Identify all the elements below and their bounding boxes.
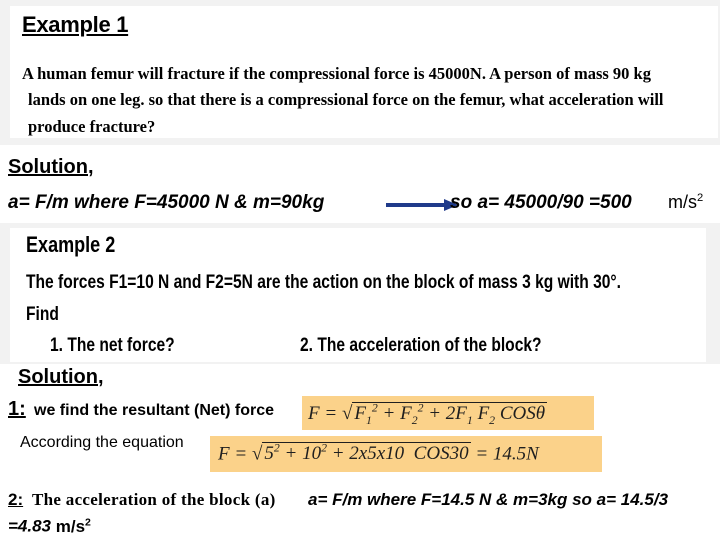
step2-result-unit: $m/s^2$ <box>55 516 91 536</box>
step2-result-value: =4.83 <box>8 516 52 536</box>
step1-number: 1: <box>8 398 26 420</box>
example1-solution-formula: a= F/m where F=45000 N & m=90kg <box>8 192 325 213</box>
example1-solution-unit: $m/s^2$ <box>668 192 704 212</box>
example1-solution-heading: Solution, <box>8 156 94 178</box>
example1-problem-line3: produce fracture? <box>28 117 156 136</box>
example2-solution-heading: Solution, <box>18 366 104 388</box>
step2-result <box>8 516 91 537</box>
example2-title: Example 2 <box>26 232 116 257</box>
arrow-right-icon <box>386 198 458 212</box>
example2-question2: 2. The acceleration of the block? <box>300 335 542 356</box>
step1-text: we find the resultant (Net) force <box>34 402 275 419</box>
example1-problem-line2: lands on one leg. so that there is a compressional force on the femur, what acceleration will <box>28 90 664 109</box>
example2-find-label: Find <box>26 304 59 325</box>
example1-problem-line1: A human femur will fracture if the compressional force is 45000N. A person of mass 90 kg <box>22 64 651 83</box>
equation-numeric-box <box>210 436 602 472</box>
equation-general-box <box>302 396 594 430</box>
step2-formula: a= F/m where F=14.5 N & m=3kg so a= 14.5/3 <box>308 490 669 509</box>
example2-problem-line1: The forces F1=10 N and F2=5N are the action on the block of mass 3 kg with 30°. <box>26 272 621 293</box>
step2-number: 2: <box>8 490 24 509</box>
equation-numeric-render: F = √ $5^2 + 10^2 + 2x5x10$ COS30 = 14.5N <box>218 442 539 465</box>
step2-text: The acceleration of the block (a) <box>32 490 276 509</box>
example1-title: Example 1 <box>22 12 129 37</box>
according-text: According the equation <box>20 434 184 451</box>
example2-question1: 1. The net force? <box>50 335 175 356</box>
equation-general-render: F = √ $F_1^2 + F_2^2 + 2F_1$ $F_2$ COSθ <box>308 401 546 427</box>
example1-solution-result: so a= 45000/90 =500 <box>450 192 632 213</box>
